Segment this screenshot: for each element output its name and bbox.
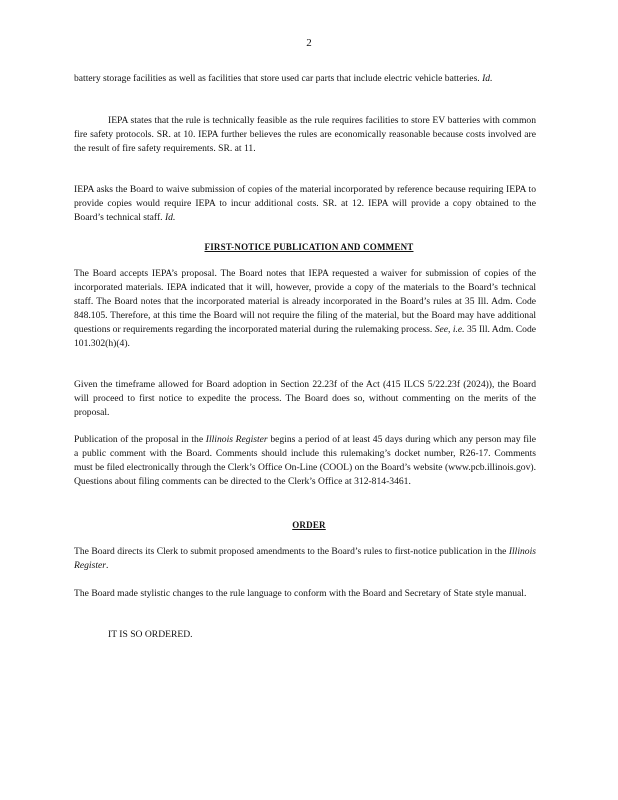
closing-statement: IT IS SO ORDERED. — [108, 629, 193, 640]
paragraph-timeframe — [74, 378, 536, 420]
citation-id: Id. — [482, 73, 493, 84]
citation-text: 35 Ill. Adm. Code 101.302(h)(4). — [74, 324, 537, 349]
paragraph-waiver-request — [74, 183, 536, 225]
paragraph-text: Publication of the proposal in the — [74, 434, 204, 445]
paragraph-text: The Board directs its Clerk to submit proposed amendments to the Board’s rules to first-notice publication in the — [74, 546, 507, 557]
paragraph-technically-feasible — [74, 114, 536, 156]
paragraph-text: The Board made stylistic changes to the rule language to conform with the Board and Secretary of State style manual. — [74, 588, 527, 599]
paragraph-text: Given the timeframe allowed for Board adoption in Section 22.23f of the Act (415 ILCS 5/22.23f (2024)), the Board will proceed to first notice to expedite the process. The Board does so, without commenting on the merits of the proposal. — [74, 379, 536, 418]
register-title: Illinois Register — [205, 434, 268, 445]
paragraph-text: IEPA states that the rule is technically feasible as the rule requires facilities to store EV batteries with common fire safety protocols. SR. at 10. IEPA further believes the rules are economically reasonable because costs involved are the result of fire safety requirements. SR. at 11. — [74, 115, 536, 154]
heading-order: ORDER — [292, 520, 326, 530]
paragraph-text: IEPA asks the Board to waive submission of copies of the material incorporated by reference because requiring IEPA to provide copies would require IEPA to incur additional costs. SR. at 12. IEPA will provide a copy obtained to the Board’s technical staff. — [74, 184, 536, 223]
citation-see: See, i.e. — [434, 324, 465, 335]
paragraph-text: battery storage facilities as well as facilities that store used car parts that include electric vehicle batteries. — [74, 73, 480, 84]
paragraph-clerk-directive: The Board directs its Clerk to submit proposed amendments to the Board’s rules to first-notice publication in the Illinois Register. — [74, 546, 536, 571]
citation-id: Id. — [164, 212, 176, 223]
paragraph-publication — [74, 433, 536, 489]
heading-first-notice: FIRST-NOTICE PUBLICATION AND COMMENT — [204, 242, 414, 252]
paragraph-board-accepts — [74, 267, 536, 351]
paragraph-text: The Board accepts IEPA’s proposal. The Board notes that IEPA requested a waiver for submission of copies of the incorporated materials. IEPA indicated that it will, however, provide a copy of the materials to the Board’s technical staff. The Board notes that the incorporated material is already incorporated in the Board’s rules at 35 Ill. Adm. Code 848.105. Therefore, at this time the Board will not require the filing of the material, but the Board may have additional questions or requirements regarding the incorporated material during the rulemaking process. — [74, 268, 536, 335]
paragraph-battery-storage — [74, 72, 536, 86]
paragraph-stylistic-changes — [74, 587, 536, 601]
page-number: 2 — [306, 37, 312, 49]
register-title: Illinois Register — [74, 546, 536, 571]
paragraph-text: begins a period of at least 45 days during which any person may file a public comment with the Board. Comments should include this rulemaking’s docket number, R26-17. Comments must be filed electronically through the Clerk’s Office On-Line (COOL) on the Board’s website (www.pcb.illinois.gov). Questions about filing comments can be directed to the Clerk’s Office at 312-814-3461. — [74, 434, 536, 487]
